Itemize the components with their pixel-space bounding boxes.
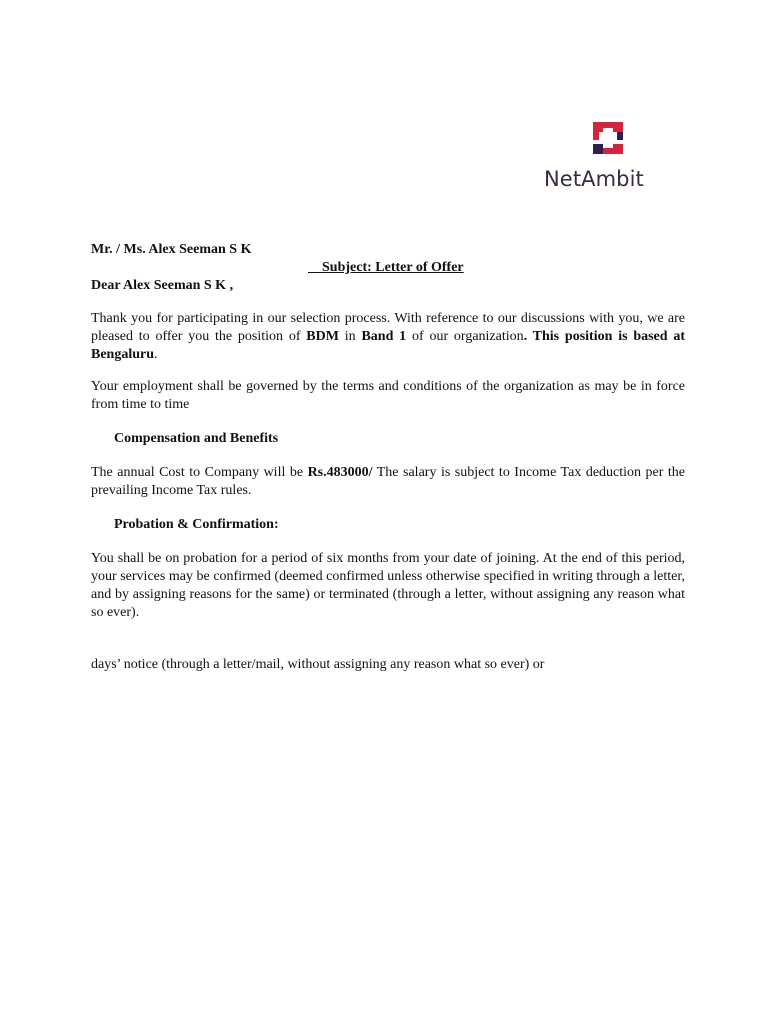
subject-line: Subject: Letter of Offer bbox=[308, 260, 464, 275]
intro-text-4: . bbox=[154, 347, 158, 362]
greeting-line: Dear Alex Seeman S K , bbox=[91, 278, 234, 293]
intro-paragraph bbox=[91, 310, 685, 364]
compensation-heading: Compensation and Benefits bbox=[114, 431, 279, 446]
position-title: BDM bbox=[306, 329, 339, 344]
ctc-text: The annual Cost to Company will be bbox=[91, 465, 308, 480]
band-value: Band 1 bbox=[361, 329, 407, 344]
company-logo bbox=[544, 122, 674, 192]
compensation-paragraph bbox=[91, 464, 685, 500]
probation-heading: Probation & Confirmation: bbox=[114, 517, 279, 532]
intro-text: Thank you for participating in our selection process. With reference to our discussions with you, we are pleased to offer you the position of bbox=[91, 311, 685, 344]
recipient-line: Mr. / Ms. Alex Seeman S K bbox=[91, 242, 252, 257]
location-statement: . This position is based at Bengaluru bbox=[91, 329, 686, 362]
logo-wordmark: NetAmbit bbox=[544, 167, 644, 191]
notice-paragraph: days’ notice (through a letter/mail, without assigning any reason what so ever) or bbox=[91, 657, 545, 672]
netambit-logo-mark-icon bbox=[593, 122, 623, 156]
employment-terms-paragraph: Your employment shall be governed by the terms and conditions of the organization as may be in force from time to time bbox=[91, 379, 685, 412]
ctc-text-2: The salary is subject to Income Tax deduction per the prevailing Income Tax rules. bbox=[91, 465, 685, 498]
ctc-amount: Rs.483000/ bbox=[307, 465, 373, 480]
intro-text-3: of our organization bbox=[406, 329, 524, 344]
probation-paragraph: You shall be on probation for a period of six months from your date of joining. At the end of this period, your services may be confirmed (deemed confirmed unless otherwise specified in writing through a letter, and by assigning reasons for the same) or terminated (through a letter, without assigning any reason what so ever). bbox=[91, 551, 685, 620]
intro-text-2: in bbox=[338, 329, 362, 344]
